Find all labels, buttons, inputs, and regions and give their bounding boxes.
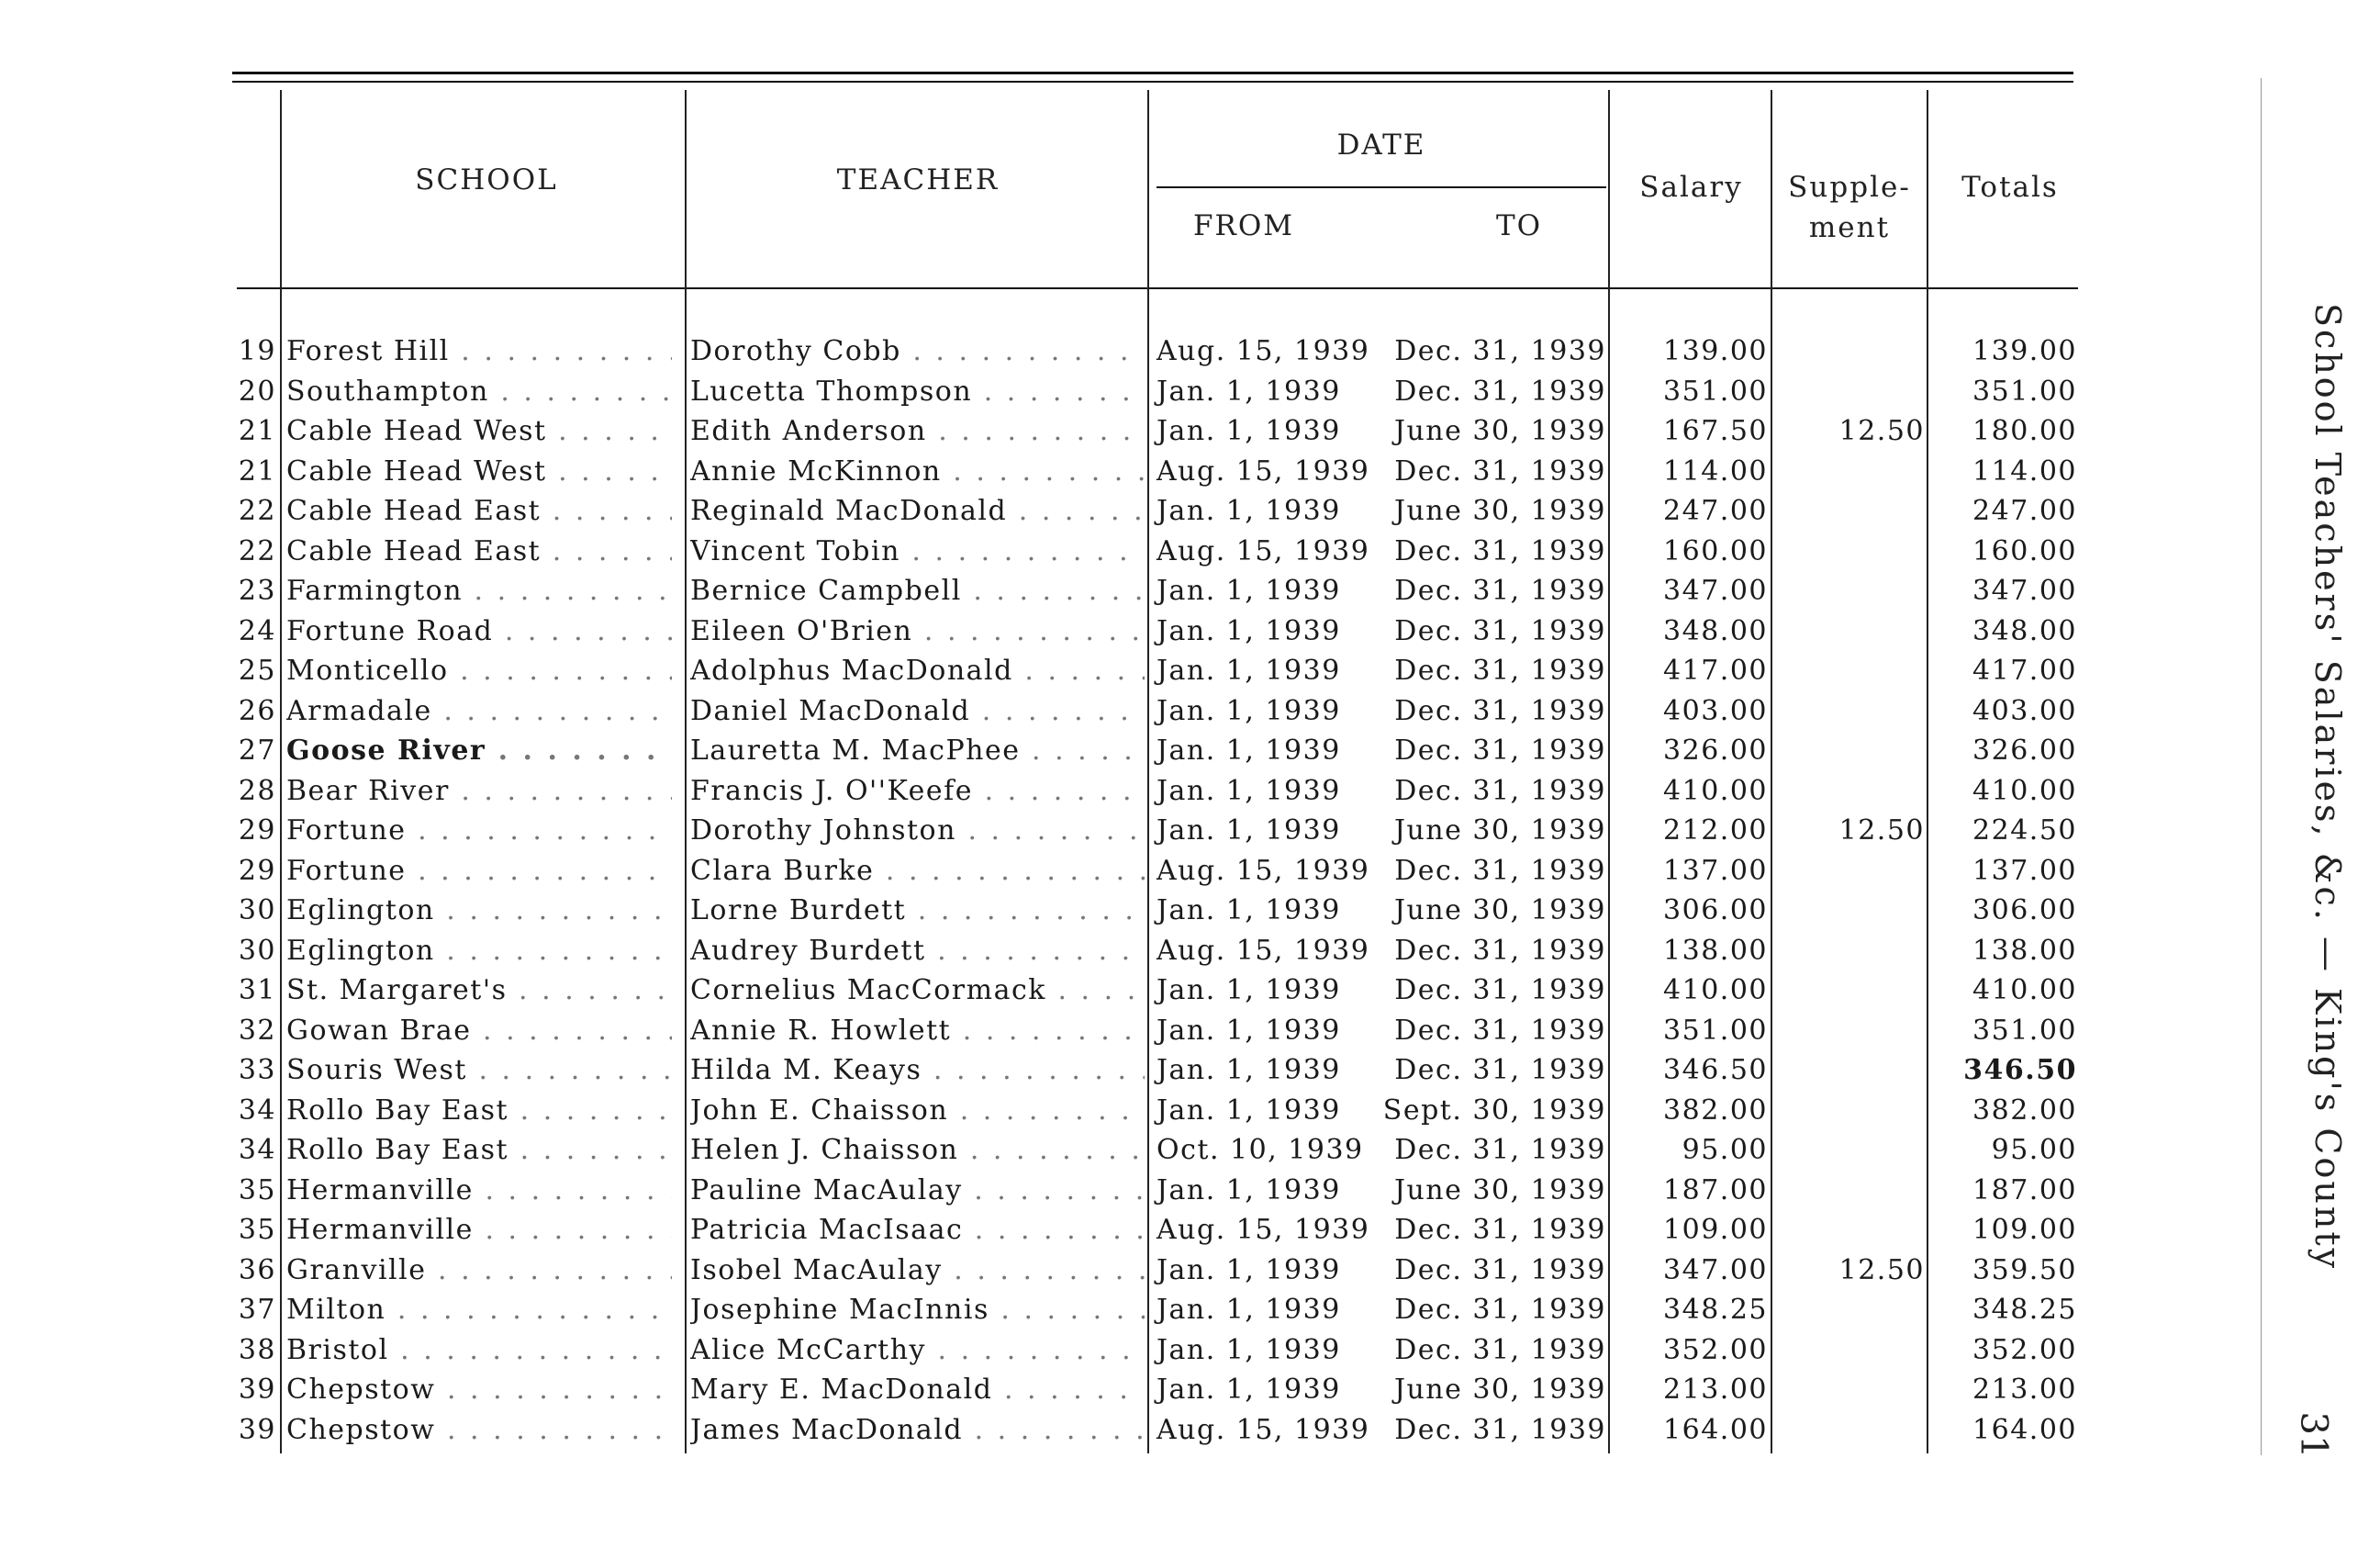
date-to-cell: Dec. 31, 1939	[1394, 1253, 1606, 1286]
date-from-cell: Jan. 1, 1939	[1156, 1253, 1341, 1286]
row-number: 19	[238, 335, 276, 367]
table-row	[0, 1330, 2380, 1370]
date-to-cell: June 30, 1939	[1393, 495, 1606, 527]
row-number: 35	[238, 1173, 276, 1206]
total-cell: 410.00	[1972, 974, 2077, 1006]
school-cell: Eglington . . .	[286, 891, 672, 930]
school-cell: Fortune . . .	[286, 811, 672, 850]
date-from-cell: Jan. 1, 1939	[1156, 1173, 1341, 1206]
supplement-header-line2: ment	[1808, 211, 1891, 244]
row-number: 34	[238, 1094, 276, 1127]
table-row	[0, 1050, 2380, 1090]
row-number: 28	[238, 774, 276, 807]
table-row	[0, 1370, 2380, 1409]
row-number: 37	[238, 1294, 276, 1326]
row-number: 30	[238, 934, 276, 967]
total-cell: 224.50	[1972, 814, 2077, 847]
total-cell: 417.00	[1972, 655, 2077, 687]
date-to-cell: Sept. 30, 1939	[1382, 1094, 1606, 1127]
date-divider-rule	[1156, 186, 1606, 188]
salary-cell: 306.00	[1663, 894, 1768, 926]
date-from-cell: Oct. 10, 1939	[1156, 1134, 1364, 1166]
date-to-cell: Dec. 31, 1939	[1394, 694, 1606, 727]
salary-cell: 417.00	[1663, 655, 1768, 687]
date-from-cell: Jan. 1, 1939	[1156, 614, 1341, 647]
table-row	[0, 571, 2380, 611]
table-row	[0, 411, 2380, 451]
table-row	[0, 1251, 2380, 1290]
teacher-cell: Lorne Burdett . . .	[690, 891, 1145, 930]
table-row	[0, 372, 2380, 411]
date-from-cell: Aug. 15, 1939	[1156, 934, 1370, 967]
date-from-cell: Jan. 1, 1939	[1156, 814, 1341, 847]
teacher-cell: Annie McKinnon . . .	[690, 452, 1145, 491]
total-cell: 403.00	[1972, 694, 2077, 727]
date-from-cell: Jan. 1, 1939	[1156, 1054, 1341, 1086]
total-cell: 180.00	[1972, 415, 2077, 447]
row-number: 31	[238, 974, 276, 1006]
row-number: 35	[238, 1214, 276, 1246]
total-cell: 382.00	[1972, 1094, 2077, 1127]
date-from-cell: Aug. 15, 1939	[1156, 454, 1370, 488]
date-to-cell: Dec. 31, 1939	[1394, 454, 1606, 488]
date-to-cell: Dec. 31, 1939	[1394, 614, 1606, 647]
teacher-cell: Alice McCarthy . . .	[690, 1330, 1145, 1370]
date-to-cell: June 30, 1939	[1393, 1173, 1606, 1206]
supplement-cell: 12.50	[1838, 814, 1925, 847]
total-cell: 326.00	[1972, 735, 2077, 767]
table-row	[0, 891, 2380, 930]
teacher-cell: Bernice Campbell . . .	[690, 571, 1145, 611]
table-row	[0, 452, 2380, 491]
school-cell: Chepstow . . .	[286, 1370, 672, 1409]
school-cell: Cable Head East . . .	[286, 532, 672, 571]
salary-cell: 382.00	[1663, 1094, 1768, 1127]
table-row	[0, 970, 2380, 1010]
row-number: 26	[238, 694, 276, 727]
school-cell: Milton . . .	[286, 1290, 672, 1329]
row-number: 32	[238, 1014, 276, 1047]
salary-cell: 247.00	[1663, 495, 1768, 527]
table-row	[0, 651, 2380, 690]
salary-cell: 212.00	[1663, 814, 1768, 847]
table-row	[0, 491, 2380, 531]
teacher-cell: Reginald MacDonald . . .	[690, 491, 1145, 531]
date-to-cell: Dec. 31, 1939	[1394, 1134, 1606, 1166]
date-to-cell: June 30, 1939	[1393, 814, 1606, 847]
table-row	[0, 1171, 2380, 1210]
teacher-cell: Vincent Tobin . . .	[690, 532, 1145, 571]
table-row	[0, 1130, 2380, 1170]
page-number: 31	[2292, 1411, 2335, 1459]
row-number: 24	[238, 614, 276, 647]
table-row	[0, 1290, 2380, 1329]
total-cell: 137.00	[1972, 854, 2077, 887]
table-row	[0, 1091, 2380, 1130]
school-cell: Goose River . . .	[286, 731, 672, 770]
salary-header: Salary	[1639, 171, 1743, 204]
date-to-cell: June 30, 1939	[1393, 1374, 1606, 1406]
date-to-cell: Dec. 31, 1939	[1394, 974, 1606, 1006]
date-from-cell: Jan. 1, 1939	[1156, 1014, 1341, 1047]
salary-cell: 137.00	[1663, 854, 1768, 887]
school-cell: Fortune . . .	[286, 851, 672, 891]
row-number: 33	[238, 1054, 276, 1086]
row-number: 22	[238, 495, 276, 527]
teacher-cell: Lucetta Thompson . . .	[690, 372, 1145, 411]
teacher-cell: Daniel MacDonald . . .	[690, 691, 1145, 731]
school-cell: Armadale . . .	[286, 691, 672, 731]
row-number: 30	[238, 894, 276, 926]
teacher-cell: Cornelius MacCormack . . .	[690, 970, 1145, 1010]
row-number: 23	[238, 575, 276, 607]
salary-cell: 351.00	[1663, 1014, 1768, 1047]
teacher-cell: Eileen O'Brien . . .	[690, 611, 1145, 651]
row-number: 22	[238, 534, 276, 567]
school-cell: Chepstow . . .	[286, 1410, 672, 1450]
table-row	[0, 1410, 2380, 1450]
row-number: 29	[238, 814, 276, 847]
date-to-cell: Dec. 31, 1939	[1394, 735, 1606, 767]
total-cell: 351.00	[1972, 1014, 2077, 1047]
date-from-cell: Jan. 1, 1939	[1156, 655, 1341, 687]
side-title: School Teachers' Salaries, &c. — King's County	[2307, 303, 2348, 1272]
date-from-cell: Aug. 15, 1939	[1156, 534, 1370, 567]
top-rule	[232, 72, 2073, 74]
teacher-cell: Pauline MacAulay . . .	[690, 1171, 1145, 1210]
total-cell: 95.00	[1991, 1134, 2077, 1166]
salary-cell: 160.00	[1663, 534, 1768, 567]
total-cell: 348.25	[1972, 1294, 2077, 1326]
salary-cell: 114.00	[1663, 454, 1768, 488]
date-from-cell: Jan. 1, 1939	[1156, 1094, 1341, 1127]
total-cell: 306.00	[1972, 894, 2077, 926]
total-cell: 114.00	[1972, 454, 2077, 488]
date-to-cell: Dec. 31, 1939	[1394, 655, 1606, 687]
table-row	[0, 1011, 2380, 1050]
salary-cell: 167.50	[1663, 415, 1768, 447]
totals-header: Totals	[1961, 171, 2059, 204]
top-rule-thin	[232, 81, 2073, 83]
date-from-cell: Jan. 1, 1939	[1156, 974, 1341, 1006]
row-number: 25	[238, 655, 276, 687]
date-to-cell: Dec. 31, 1939	[1394, 774, 1606, 807]
date-to-cell: Dec. 31, 1939	[1394, 1054, 1606, 1086]
salary-cell: 347.00	[1663, 575, 1768, 607]
side-title-container	[2274, 303, 2363, 1460]
table-row	[0, 691, 2380, 731]
date-from-cell: Jan. 1, 1939	[1156, 774, 1341, 807]
row-number: 20	[238, 375, 276, 408]
school-cell: Southampton . . .	[286, 372, 672, 411]
row-number: 39	[238, 1413, 276, 1446]
table-row	[0, 731, 2380, 770]
school-cell: Cable Head West . . .	[286, 452, 672, 491]
school-cell: Forest Hill . . .	[286, 331, 672, 371]
date-to-cell: Dec. 31, 1939	[1394, 1413, 1606, 1446]
school-cell: Granville . . .	[286, 1251, 672, 1290]
salary-cell: 187.00	[1663, 1173, 1768, 1206]
total-cell: 187.00	[1972, 1173, 2077, 1206]
teacher-cell: Patricia MacIsaac . . .	[690, 1210, 1145, 1250]
date-from-cell: Jan. 1, 1939	[1156, 1374, 1341, 1406]
header-bottom-rule	[237, 287, 2078, 289]
date-from-cell: Jan. 1, 1939	[1156, 375, 1341, 408]
teacher-cell: Annie R. Howlett . . .	[690, 1011, 1145, 1050]
total-cell: 346.50	[1963, 1054, 2077, 1086]
row-number: 21	[238, 454, 276, 488]
date-to-cell: June 30, 1939	[1393, 894, 1606, 926]
date-from-cell: Aug. 15, 1939	[1156, 854, 1370, 887]
total-cell: 139.00	[1972, 335, 2077, 367]
teacher-cell: James MacDonald . . .	[690, 1410, 1145, 1450]
teacher-cell: Helen J. Chaisson . . .	[690, 1130, 1145, 1170]
total-cell: 160.00	[1972, 534, 2077, 567]
salary-cell: 352.00	[1663, 1333, 1768, 1366]
row-number: 27	[238, 735, 276, 767]
school-cell: Hermanville . . .	[286, 1171, 672, 1210]
school-cell: Eglington . . .	[286, 931, 672, 970]
teacher-cell: Audrey Burdett . . .	[690, 931, 1145, 970]
school-cell: Rollo Bay East . . .	[286, 1091, 672, 1130]
date-to-cell: Dec. 31, 1939	[1394, 1333, 1606, 1366]
supplement-cell: 12.50	[1838, 1253, 1925, 1286]
table-row	[0, 331, 2380, 371]
salary-cell: 139.00	[1663, 335, 1768, 367]
school-cell: Farmington . . .	[286, 571, 672, 611]
row-number: 29	[238, 854, 276, 887]
to-header: TO	[1495, 209, 1543, 242]
date-from-cell: Jan. 1, 1939	[1156, 495, 1341, 527]
date-from-cell: Jan. 1, 1939	[1156, 894, 1341, 926]
date-from-cell: Jan. 1, 1939	[1156, 735, 1341, 767]
row-number: 36	[238, 1253, 276, 1286]
date-to-cell: Dec. 31, 1939	[1394, 335, 1606, 367]
teacher-cell: Dorothy Cobb . . .	[690, 331, 1145, 371]
school-cell: Rollo Bay East . . .	[286, 1130, 672, 1170]
total-cell: 347.00	[1972, 575, 2077, 607]
total-cell: 109.00	[1972, 1214, 2077, 1246]
teacher-cell: Dorothy Johnston . . .	[690, 811, 1145, 850]
date-to-cell: Dec. 31, 1939	[1394, 375, 1606, 408]
salary-cell: 138.00	[1663, 934, 1768, 967]
row-number: 21	[238, 415, 276, 447]
salary-cell: 213.00	[1663, 1374, 1768, 1406]
total-cell: 348.00	[1972, 614, 2077, 647]
salary-cell: 109.00	[1663, 1214, 1768, 1246]
teacher-cell: Clara Burke . . .	[690, 851, 1145, 891]
total-cell: 351.00	[1972, 375, 2077, 408]
total-cell: 164.00	[1972, 1413, 2077, 1446]
supplement-header-line1: Supple-	[1788, 171, 1911, 204]
total-cell: 359.50	[1972, 1253, 2077, 1286]
date-from-cell: Jan. 1, 1939	[1156, 415, 1341, 447]
salary-cell: 326.00	[1663, 735, 1768, 767]
teacher-cell: Mary E. MacDonald . . .	[690, 1370, 1145, 1409]
date-to-cell: Dec. 31, 1939	[1394, 1294, 1606, 1326]
total-cell: 410.00	[1972, 774, 2077, 807]
date-from-cell: Jan. 1, 1939	[1156, 694, 1341, 727]
date-to-cell: Dec. 31, 1939	[1394, 575, 1606, 607]
row-number: 39	[238, 1374, 276, 1406]
school-cell: Monticello . . .	[286, 651, 672, 690]
date-to-cell: Dec. 31, 1939	[1394, 934, 1606, 967]
teacher-cell: Adolphus MacDonald . . .	[690, 651, 1145, 690]
total-cell: 352.00	[1972, 1333, 2077, 1366]
table-row	[0, 532, 2380, 571]
school-cell: Cable Head East . . .	[286, 491, 672, 531]
date-from-cell: Jan. 1, 1939	[1156, 575, 1341, 607]
salary-cell: 348.00	[1663, 614, 1768, 647]
total-cell: 138.00	[1972, 934, 2077, 967]
date-from-cell: Aug. 15, 1939	[1156, 335, 1370, 367]
date-from-cell: Jan. 1, 1939	[1156, 1333, 1341, 1366]
date-from-cell: Jan. 1, 1939	[1156, 1294, 1341, 1326]
teacher-cell: Lauretta M. MacPhee . . .	[690, 731, 1145, 770]
table-row	[0, 1210, 2380, 1250]
table-row	[0, 771, 2380, 811]
teacher-cell: Josephine MacInnis . . .	[690, 1290, 1145, 1329]
table-row	[0, 611, 2380, 651]
salary-cell: 403.00	[1663, 694, 1768, 727]
salary-cell: 347.00	[1663, 1253, 1768, 1286]
teacher-cell: John E. Chaisson . . .	[690, 1091, 1145, 1130]
salary-cell: 164.00	[1663, 1413, 1768, 1446]
date-from-cell: Aug. 15, 1939	[1156, 1214, 1370, 1246]
date-to-cell: Dec. 31, 1939	[1394, 1214, 1606, 1246]
school-cell: Bristol . . .	[286, 1330, 672, 1370]
from-header: FROM	[1192, 209, 1294, 242]
salary-cell: 410.00	[1663, 774, 1768, 807]
table-row	[0, 851, 2380, 891]
date-from-cell: Aug. 15, 1939	[1156, 1413, 1370, 1446]
school-cell: Fortune Road . . .	[286, 611, 672, 651]
school-cell: Bear River . . .	[286, 771, 672, 811]
total-cell: 213.00	[1972, 1374, 2077, 1406]
school-cell: Gowan Brae . . .	[286, 1011, 672, 1050]
total-cell: 247.00	[1972, 495, 2077, 527]
date-to-cell: June 30, 1939	[1393, 415, 1606, 447]
salary-cell: 346.50	[1663, 1054, 1768, 1086]
salary-cell: 410.00	[1663, 974, 1768, 1006]
school-cell: Souris West . . .	[286, 1050, 672, 1090]
row-number: 34	[238, 1134, 276, 1166]
salary-cell: 95.00	[1682, 1134, 1768, 1166]
table-row	[0, 811, 2380, 850]
supplement-cell: 12.50	[1838, 415, 1925, 447]
date-to-cell: Dec. 31, 1939	[1394, 534, 1606, 567]
row-number: 38	[238, 1333, 276, 1366]
table-row	[0, 931, 2380, 970]
date-to-cell: Dec. 31, 1939	[1394, 1014, 1606, 1047]
teacher-header: TEACHER	[836, 163, 1000, 196]
teacher-cell: Isobel MacAulay . . .	[690, 1251, 1145, 1290]
date-to-cell: Dec. 31, 1939	[1394, 854, 1606, 887]
school-cell: Cable Head West . . .	[286, 411, 672, 451]
salary-cell: 348.25	[1663, 1294, 1768, 1326]
school-cell: St. Margaret's . . .	[286, 970, 672, 1010]
teacher-cell: Francis J. O''Keefe . . .	[690, 771, 1145, 811]
school-header: SCHOOL	[415, 163, 558, 196]
teacher-cell: Edith Anderson . . .	[690, 411, 1145, 451]
teacher-cell: Hilda M. Keays . . .	[690, 1050, 1145, 1090]
date-header: DATE	[1336, 129, 1426, 162]
salary-cell: 351.00	[1663, 375, 1768, 408]
school-cell: Hermanville . . .	[286, 1210, 672, 1250]
